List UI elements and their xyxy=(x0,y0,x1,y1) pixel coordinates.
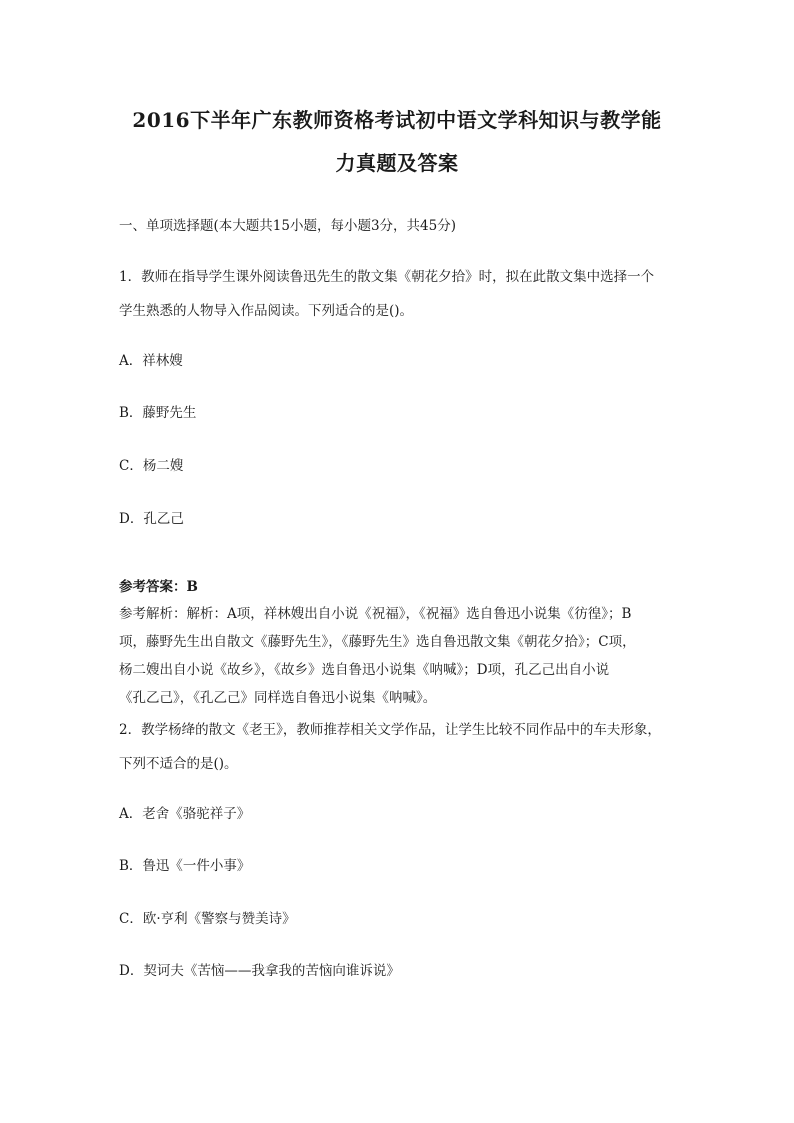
question-1-stem-line-1: 1．教师在指导学生课外阅读鲁迅先生的散文集《朝花夕拾》时，拟在此散文集中选择一个 xyxy=(119,269,655,285)
section-heading: 一、单项选择题(本大题共15小题，每小题3分，共45分) xyxy=(119,218,456,234)
question-1-stem-line-2: 学生熟悉的人物导入作品阅读。下列适合的是()。 xyxy=(119,303,414,319)
question-1-analysis-line-2: 项，藤野先生出自散文《藤野先生》，《藤野先生》选自鲁迅散文集《朝花夕拾》；C项， xyxy=(119,634,636,650)
question-2-option-a: A．老舍《骆驼祥子》 xyxy=(119,806,251,822)
question-2-option-c: C．欧·亨利《警察与赞美诗》 xyxy=(119,911,296,927)
question-2-stem-line-1: 2．教学杨绛的散文《老王》，教师推荐相关文学作品，让学生比较不同作品中的车夫形象， xyxy=(119,722,661,738)
question-1-analysis-line-4: 《孔乙己》，《孔乙己》同样选自鲁迅小说集《呐喊》。 xyxy=(119,690,437,706)
document-title-line-2: 力真题及答案 xyxy=(335,151,459,175)
question-1-option-c: C．杨二嫂 xyxy=(119,458,184,474)
question-2-stem-line-2: 下列不适合的是()。 xyxy=(119,756,238,772)
question-2-option-d: D．契诃夫《苦恼——我拿我的苦恼向谁诉说》 xyxy=(119,963,400,979)
question-1-answer: 参考答案：B xyxy=(119,579,198,595)
question-1-option-d: D．孔乙己 xyxy=(119,511,184,527)
question-1-analysis-line-3: 杨二嫂出自小说《故乡》，《故乡》选自鲁迅小说集《呐喊》；D项，孔乙己出自小说 xyxy=(119,662,610,678)
question-2-option-b: B．鲁迅《一件小事》 xyxy=(119,858,251,874)
question-1-option-b: B．藤野先生 xyxy=(119,405,197,421)
question-1-analysis-line-1: 参考解析：解析：A项，祥林嫂出自小说《祝福》，《祝福》选自鲁迅小说集《彷徨》；B xyxy=(119,606,632,622)
document-title-line-1: 2016下半年广东教师资格考试初中语文学科知识与教学能 xyxy=(132,108,662,132)
question-1-option-a: A．祥林嫂 xyxy=(119,353,183,369)
